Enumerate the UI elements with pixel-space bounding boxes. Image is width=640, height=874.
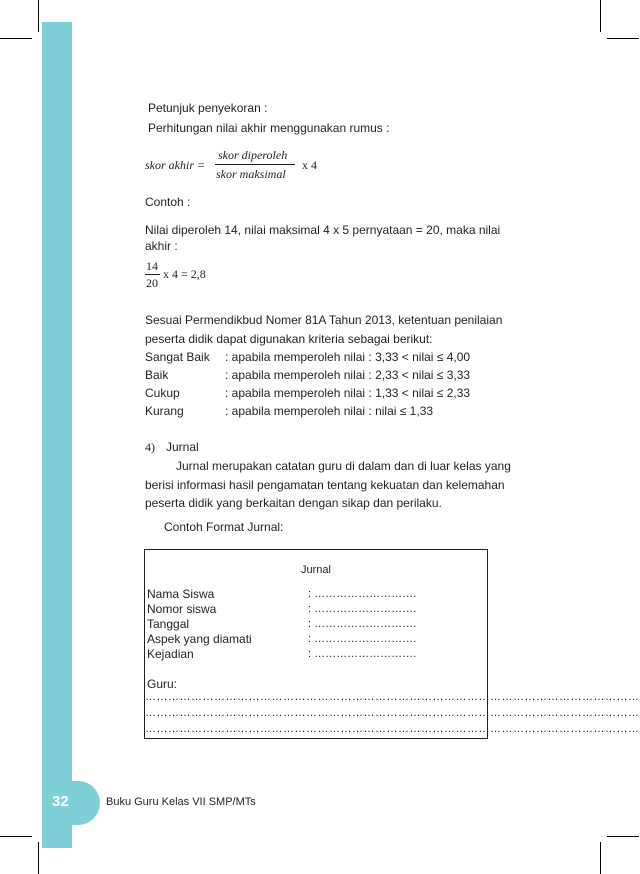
form-field-value: : ………………………. bbox=[308, 588, 417, 600]
criteria-grade: Kurang bbox=[145, 404, 184, 418]
form-field-label: Tanggal bbox=[147, 617, 190, 631]
page-sidebar-band bbox=[42, 22, 72, 848]
form-field-label: Nomor siswa bbox=[147, 602, 217, 616]
form-title: Jurnal bbox=[301, 564, 331, 576]
crop-mark bbox=[0, 38, 32, 39]
criteria-grade: Baik bbox=[145, 368, 169, 382]
crop-mark bbox=[38, 0, 39, 32]
intro-line: Perhitungan nilai akhir menggunakan rumus : bbox=[148, 121, 390, 135]
crop-mark bbox=[38, 842, 39, 874]
guru-dotted-line: ………………………………………………………………………………………………………………… bbox=[145, 691, 640, 703]
criteria-rule: : apabila memperoleh nilai : 1,33 < nilai ≤ 2,33 bbox=[225, 386, 471, 400]
guru-dotted-line: ………………………………………………………………………………………………………………… bbox=[145, 723, 640, 735]
example-numerator: 14 bbox=[146, 259, 158, 273]
criteria-grade: Sangat Baik bbox=[145, 350, 210, 364]
criteria-rule: : apabila memperoleh nilai : 3,33 < nilai ≤ 4,00 bbox=[225, 350, 471, 364]
jurnal-paragraph: berisi informasi hasil pengamatan tentang kekuatan dan kelemahan bbox=[145, 478, 505, 492]
form-field-value: : ………………………. bbox=[308, 618, 417, 630]
example-denominator: 20 bbox=[146, 276, 158, 290]
form-field-value: : ………………………. bbox=[308, 633, 417, 645]
criteria-intro: peserta didik dapat digunakan kriteria sebagai berikut: bbox=[145, 332, 433, 346]
formula-denominator: skor maksimal bbox=[216, 167, 286, 181]
jurnal-paragraph: peserta didik yang berkaitan dengan sikap dan perilaku. bbox=[145, 496, 442, 510]
crop-mark bbox=[0, 836, 32, 837]
crop-mark bbox=[607, 836, 639, 837]
example-line: akhir : bbox=[145, 239, 178, 253]
formula-numerator: skor diperoleh bbox=[218, 148, 288, 162]
jurnal-paragraph: Jurnal merupakan catatan guru di dalam dan di luar kelas yang bbox=[176, 459, 511, 473]
formula-lhs: skor akhir = bbox=[145, 158, 206, 172]
criteria-grade: Cukup bbox=[145, 386, 180, 400]
form-field-label: Kejadian bbox=[147, 647, 194, 661]
guru-label: Guru: bbox=[147, 677, 178, 691]
page-number-tab bbox=[42, 781, 100, 825]
intro-line: Petunjuk penyekoran : bbox=[148, 101, 268, 115]
example-label: Contoh : bbox=[145, 195, 191, 209]
criteria-intro: Sesuai Permendikbud Nomer 81A Tahun 2013, ketentuan penilaian bbox=[145, 313, 503, 327]
section-heading: Jurnal bbox=[166, 440, 199, 454]
book-title: Buku Guru Kelas VII SMP/MTs bbox=[106, 796, 256, 808]
form-field-value: : ………………………. bbox=[308, 648, 417, 660]
example-result: x 4 = 2,8 bbox=[163, 267, 206, 281]
crop-mark bbox=[600, 0, 601, 32]
criteria-rule: : apabila memperoleh nilai : 2,33 < nilai ≤ 3,33 bbox=[225, 368, 471, 382]
formula-multiplier: x 4 bbox=[302, 158, 317, 172]
fraction-line bbox=[215, 164, 295, 165]
section-number: 4) bbox=[145, 440, 155, 454]
example-line: Nilai diperoleh 14, nilai maksimal 4 x 5 pernyataan = 20, maka nilai bbox=[145, 223, 501, 237]
crop-mark bbox=[607, 38, 639, 39]
form-field-label: Aspek yang diamati bbox=[147, 632, 252, 646]
page-number: 32 bbox=[52, 793, 69, 810]
fraction-line bbox=[145, 274, 160, 275]
criteria-rule: : apabila memperoleh nilai : nilai ≤ 1,33 bbox=[225, 404, 434, 418]
format-label: Contoh Format Jurnal: bbox=[164, 520, 284, 534]
crop-mark bbox=[600, 842, 601, 874]
form-field-value: : ………………………. bbox=[308, 603, 417, 615]
form-field-label: Nama Siswa bbox=[147, 587, 215, 601]
guru-dotted-line: ………………………………………………………………………………………………………………… bbox=[145, 707, 640, 719]
